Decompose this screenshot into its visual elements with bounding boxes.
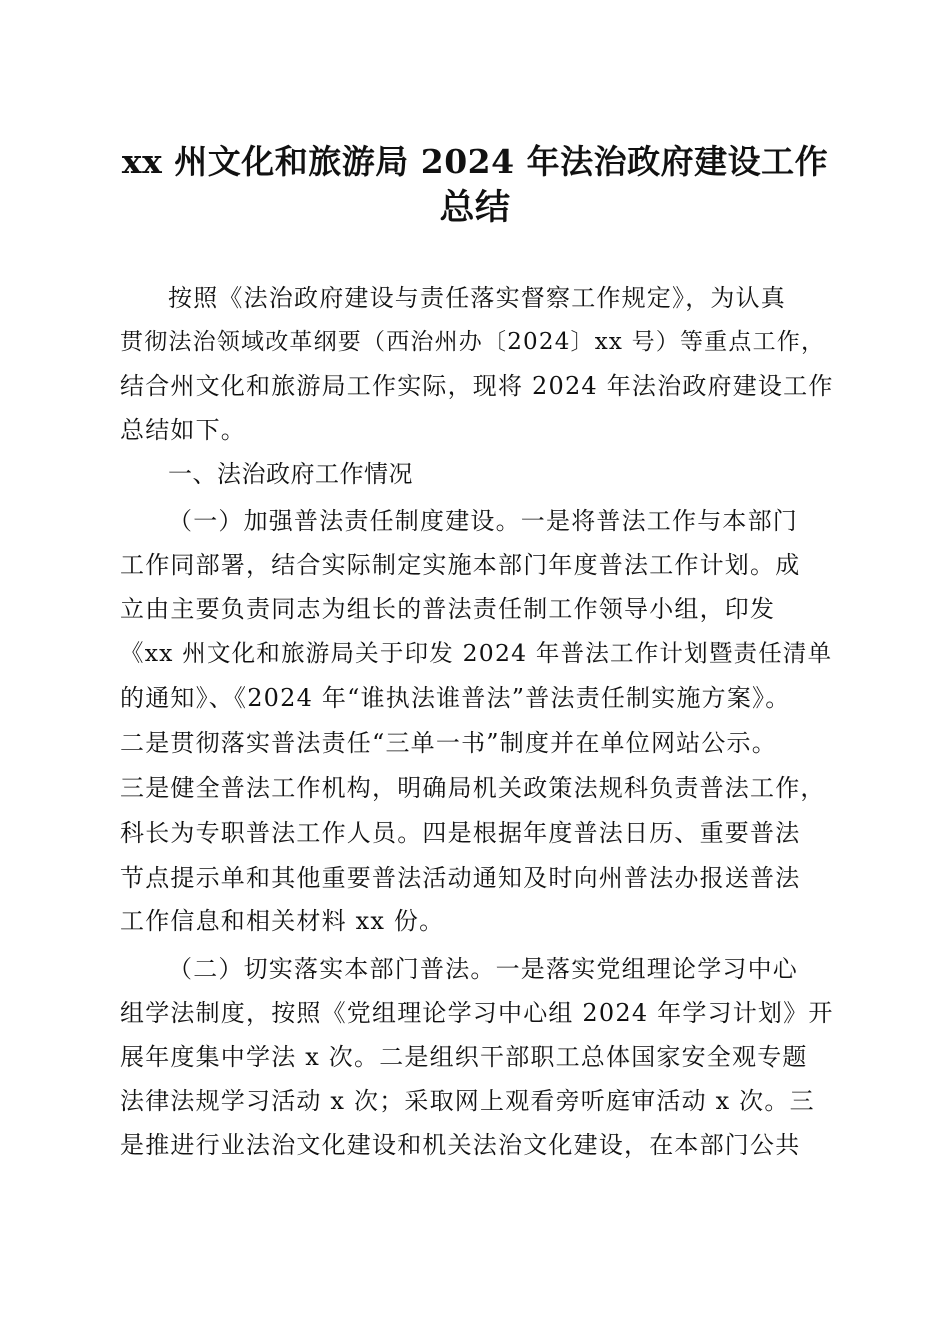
part1-line-5: 的通知》、《2024 年“谁执法谁普法”普法责任制实施方案》。: [120, 684, 791, 712]
part1-line-9: 节点提示单和其他重要普法活动通知及时向州普法办报送普法: [120, 864, 801, 892]
part2-line-3: 展年度集中学法 x 次。二是组织干部职工总体国家安全观专题: [120, 1043, 808, 1071]
part1-line-6: 二是贯彻落实普法责任“三单一书”制度并在单位网站公示。: [120, 729, 777, 757]
intro-line-1: 按照《法治政府建设与责任落实督察工作规定》，为认真: [168, 284, 786, 312]
part1-line-1: （一）加强普法责任制度建设。一是将普法工作与本部门: [168, 507, 798, 535]
intro-line-3: 结合州文化和旅游局工作实际，现将 2024 年法治政府建设工作: [120, 372, 834, 400]
part1-line-4: 《xx 州文化和旅游局关于印发 2024 年普法工作计划暨责任清单: [120, 639, 833, 667]
part1-line-2: 工作同部署，结合实际制定实施本部门年度普法工作计划。成: [120, 551, 801, 579]
part2-line-5: 是推进行业法治文化建设和机关法治文化建设，在本部门公共: [120, 1131, 801, 1159]
document-title-line-2: 总结: [439, 187, 511, 228]
part1-line-3: 立由主要负责同志为组长的普法责任制工作领导小组，印发: [120, 595, 776, 623]
intro-line-4: 总结如下。: [120, 416, 246, 444]
document-title-line-1: xx 州文化和旅游局 2024 年法治政府建设工作: [121, 142, 829, 181]
part2-line-4: 法律法规学习活动 x 次；采取网上观看旁听庭审活动 x 次。三: [120, 1087, 815, 1115]
part1-line-7: 三是健全普法工作机构，明确局机关政策法规科负责普法工作，: [120, 774, 826, 802]
part1-line-10: 工作信息和相关材料 xx 份。: [120, 907, 445, 935]
section-heading: 一、法治政府工作情况: [168, 460, 413, 488]
part1-line-8: 科长为专职普法工作人员。四是根据年度普法日历、重要普法: [120, 819, 801, 847]
intro-line-2: 贯彻法治领域改革纲要（西治州办〔2024〕xx 号）等重点工作，: [120, 329, 826, 355]
part2-line-1: （二）切实落实本部门普法。一是落实党组理论学习中心: [168, 955, 798, 983]
part2-line-2: 组学法制度，按照《党组理论学习中心组 2024 年学习计划》开: [120, 999, 834, 1027]
